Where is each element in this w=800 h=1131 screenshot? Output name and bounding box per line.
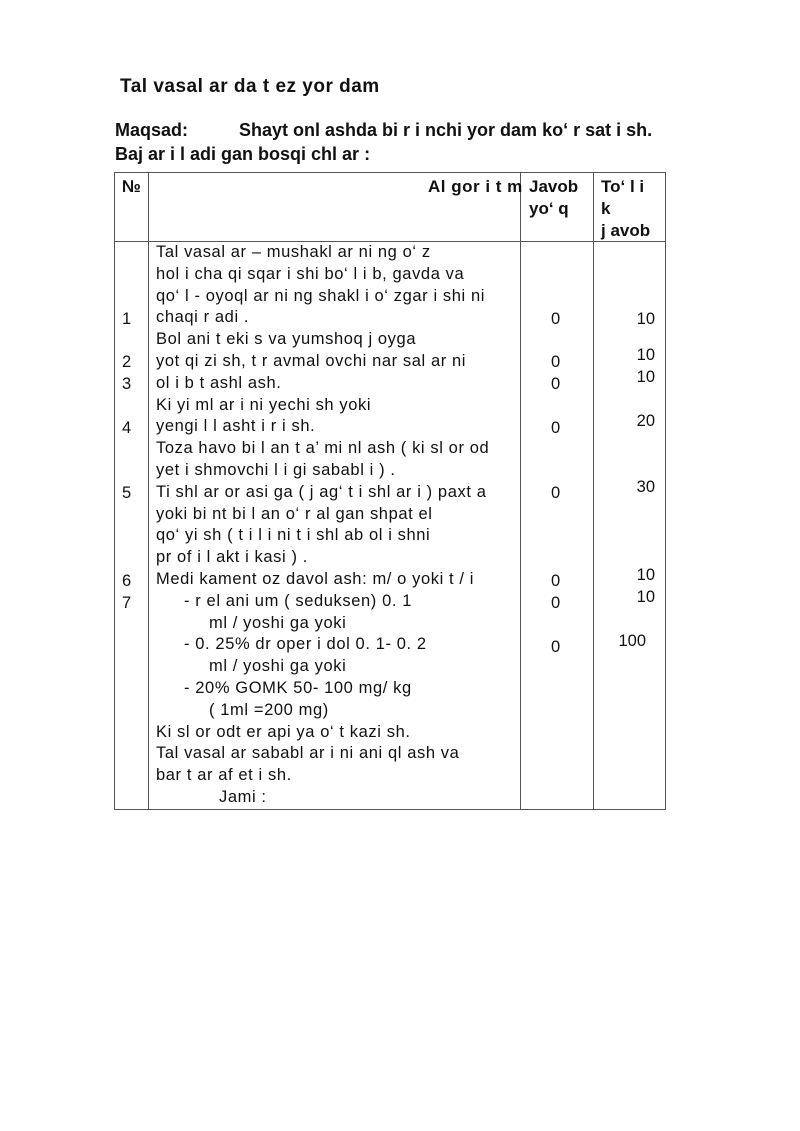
full-answer-value: 10 (636, 368, 655, 386)
page-title: Tal vasal ar da t ez yor dam (120, 76, 380, 97)
row-number: 3 (122, 375, 132, 393)
algorithm-line: qo‘ yi sh ( t i l i ni t i shl ab ol i shni (156, 526, 431, 545)
algorithm-line: Ki yi ml ar i ni yechi sh yoki (156, 395, 372, 414)
header-num: № (122, 177, 141, 196)
no-answer-value: 0 (551, 638, 561, 656)
full-answer-total: 100 (618, 632, 646, 650)
algorithm-line: yot qi zi sh, t r avmal ovchi nar sal ar ni (156, 351, 467, 370)
full-answer-value: 10 (636, 566, 655, 584)
algorithm-line: Tal vasal ar – mushakl ar ni ng o‘ z (156, 243, 431, 261)
algorithm-line: - 0. 25% dr oper i dol 0. 1- 0. 2 (184, 635, 427, 654)
row-number: 6 (122, 572, 132, 590)
row-number: 2 (122, 353, 132, 371)
row-number: 1 (122, 310, 132, 328)
no-answer-value: 0 (551, 484, 561, 502)
header-no-answer (529, 176, 578, 220)
algorithm-line: - 20% GOMK 50- 100 mg/ kg (184, 678, 412, 697)
row-number: 4 (122, 419, 132, 437)
header-full-answer (601, 176, 650, 242)
full-answer-value: 10 (636, 310, 655, 328)
algorithm-line: chaqi r adi . (156, 308, 250, 327)
row-number: 7 (122, 594, 132, 612)
algorithm-line: Toza havo bi l an t a’ mi nl ash ( ki sl or od (156, 439, 490, 458)
algorithm-line: yoki bi nt bi l an o‘ r al gan shpat el (156, 504, 433, 523)
full-answer-value: 30 (636, 478, 655, 496)
algorithm-line: Medi kament oz davol ash: m/ o yoki t / i (156, 569, 475, 588)
no-answer-value: 0 (551, 419, 561, 437)
algorithm-line: Bol ani t eki s va yumshoq j oyga (156, 330, 417, 349)
algorithm-line: ml / yoshi ga yoki (209, 657, 347, 676)
row-number: 5 (122, 484, 132, 502)
algorithm-table (114, 172, 666, 810)
algorithm-line: bar t ar af et i sh. (156, 766, 292, 785)
algorithm-line: pr of i l akt i kasi ) . (156, 548, 308, 567)
algorithm-line: Tal vasal ar sababl ar i ni ani ql ash va (156, 744, 460, 763)
no-answer-value: 0 (551, 310, 561, 328)
algorithm-line: Ti shl ar or asi ga ( j ag‘ t i shl ar i ) paxt a (156, 482, 487, 501)
algorithm-line: Ki sl or odt er api ya o‘ t kazi sh. (156, 722, 411, 741)
full-answer-value: 10 (636, 588, 655, 606)
algorithm-line: qo‘ l - oyoql ar ni ng shakl i o‘ zgar i shi ni (156, 286, 486, 305)
header-no-answer-line: yo‘ q (529, 199, 569, 218)
total-label: Jami : (219, 787, 267, 806)
full-answer-value: 10 (636, 346, 655, 364)
no-answer-value: 0 (551, 594, 561, 612)
full-answer-value: 20 (636, 412, 655, 430)
header-full-answer-line: k (601, 199, 611, 218)
aim-label: Maqsad: (115, 120, 189, 140)
algorithm-line: - r el ani um ( seduksen) 0. 1 (184, 591, 413, 610)
algorithm-line: hol i cha qi sqar i shi bo‘ l i b, gavda va (156, 264, 465, 283)
no-answer-value: 0 (551, 375, 561, 393)
algorithm-line: ml / yoshi ga yoki (209, 613, 347, 632)
algorithm-line: yet i shmovchi l i gi sababl i ) . (156, 460, 396, 479)
no-answer-value: 0 (551, 572, 561, 590)
steps-heading: Baj ar i l adi gan bosqi chl ar : (115, 144, 371, 164)
algorithm-text (156, 242, 546, 809)
algorithm-line: ol i b t ashl ash. (156, 373, 282, 392)
header-no-answer-line: Javob (529, 177, 579, 196)
algorithm-line: ( 1ml =200 mg) (209, 700, 329, 719)
column-divider (148, 173, 149, 809)
aim-line (115, 120, 652, 141)
header-full-answer-line: To‘ l i (601, 177, 645, 196)
algorithm-line: yengi l l asht i r i sh. (156, 417, 316, 436)
column-divider (593, 173, 594, 809)
header-full-answer-line: j avob (601, 221, 651, 240)
header-algorithm: Al gor i t m (428, 177, 523, 196)
aim-text: Shayt onl ashda bi r i nchi yor dam ko‘ r sat i sh. (239, 120, 653, 140)
no-answer-value: 0 (551, 353, 561, 371)
